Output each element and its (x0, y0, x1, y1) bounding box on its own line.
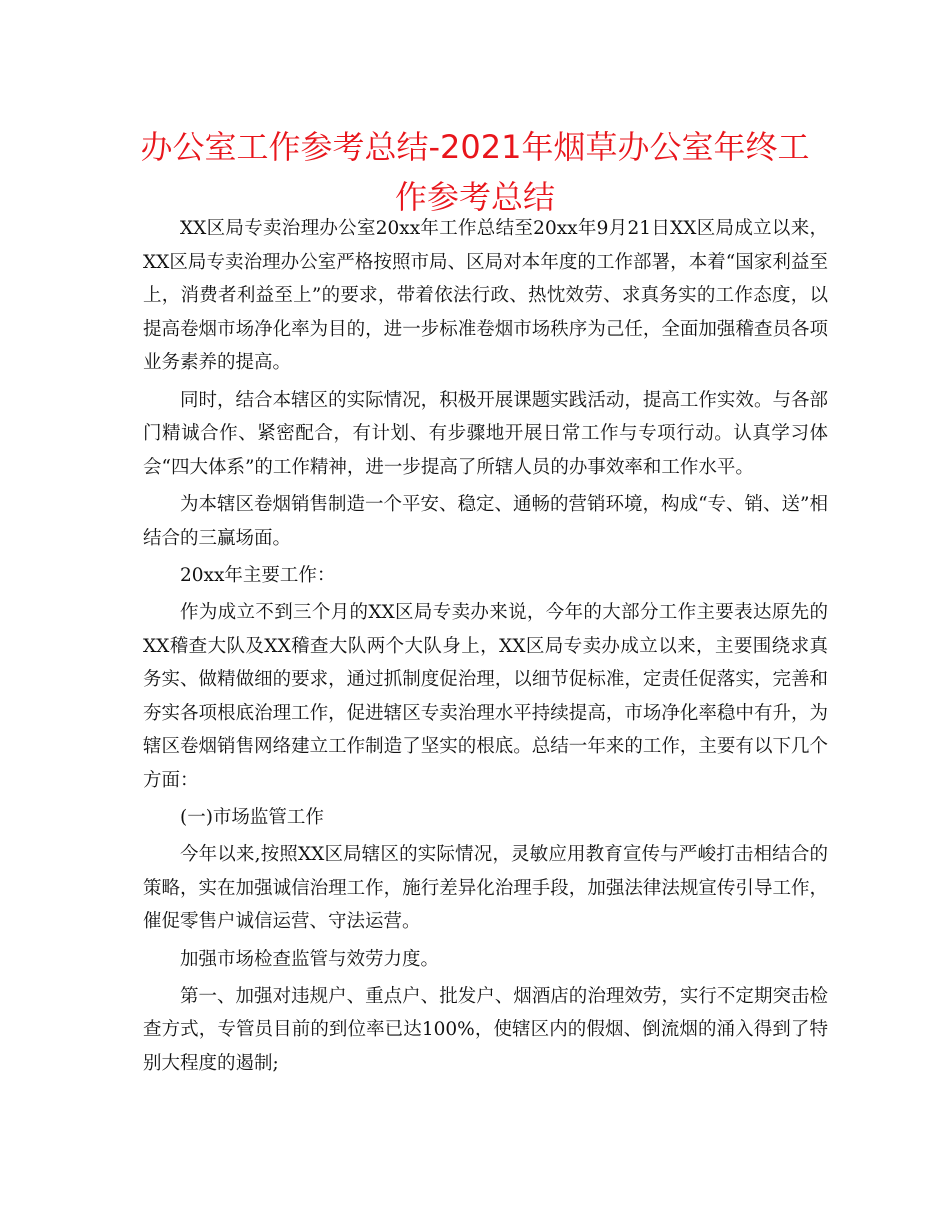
document-body (143, 212, 828, 1084)
paragraph: XX区局专卖治理办公室20xx年工作总结至20xx年9月21日XX区局成立以来，XX区局专卖治理办公室严格按照市局、区局对本年度的工作部署，本着“国家利益至上，消费者利益至上”的要求，带着依法行政、热忱效劳、求真务实的工作态度，以提高卷烟市场净化率为目的，进一步标准卷烟市场秩序为己任，全面加强稽查员各项业务素养的提高。 (143, 218, 828, 374)
section-heading: (一)市场监管工作 (180, 807, 324, 829)
document-title: 办公室工作参考总结-2021年烟草办公室年终工作参考总结 (140, 128, 810, 216)
paragraph: 作为成立不到三个月的XX区局专卖办来说，今年的大部分工作主要表达原先的XX稽查大队及XX稽查大队两个大队身上，XX区局专卖办成立以来，主要围绕求真务实、做精做细的要求，通过抓制度促治理，以细节促标准，定责任促落实，完善和夯实各项根底治理工作，促进辖区专卖治理水平持续提高，市场净化率稳中有升，为辖区卷烟销售网络建立工作制造了坚实的根底。总结一年来的工作，主要有以下几个方面： (143, 601, 828, 791)
paragraph: 20xx年主要工作： (180, 564, 336, 586)
paragraph: 加强市场检查监管与效劳力度。 (180, 948, 440, 970)
paragraph: 同时，结合本辖区的实际情况，积极开展课题实践活动，提高工作实效。与各部门精诚合作、紧密配合，有计划、有步骤地开展日常工作与专项行动。认真学习体会“四大体系”的工作精神，进一步提高了所辖人员的办事效率和工作水平。 (143, 389, 828, 478)
paragraph: 为本辖区卷烟销售制造一个平安、稳定、通畅的营销环境，构成“专、销、送”相结合的三赢场面。 (143, 493, 828, 549)
paragraph: 今年以来,按照XX区局辖区的实际情况，灵敏应用教育宣传与严峻打击相结合的策略，实在加强诚信治理工作，施行差异化治理手段，加强法律法规宣传引导工作，催促零售户诚信运营、守法运营。 (143, 844, 828, 933)
paragraph: 第一、加强对违规户、重点户、批发户、烟酒店的治理效劳，实行不定期突击检查方式，专管员目前的到位率已达100%，使辖区内的假烟、倒流烟的涌入得到了特别大程度的遏制; (143, 985, 828, 1074)
